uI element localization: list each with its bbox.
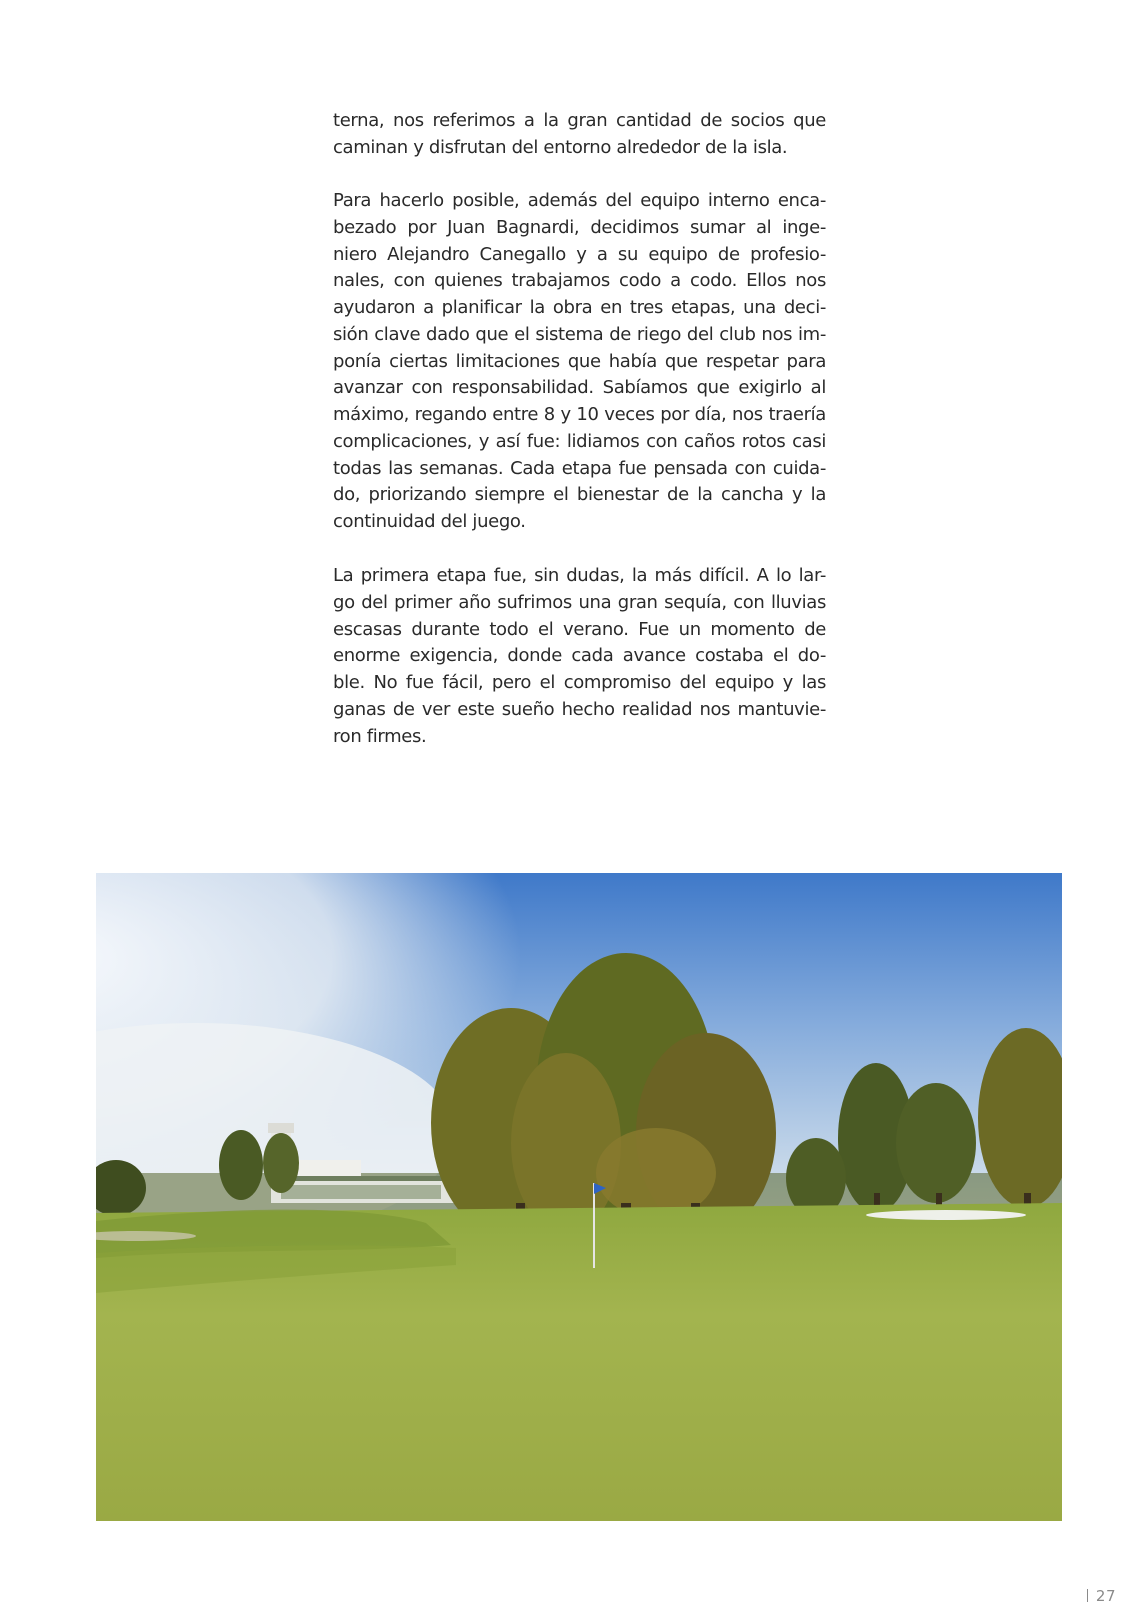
text-line: máximo, regando entre 8 y 10 veces por día, nos traería [333, 404, 826, 425]
paragraph-3 [333, 563, 826, 750]
text-line: enorme exigencia, donde cada avance costaba el do- [333, 645, 826, 667]
text-line: go del primer año sufrimos una gran sequía, con lluvias [333, 591, 826, 613]
golf-course-photo [96, 873, 1062, 1521]
text-line: todas las semanas. Cada etapa fue pensada con cuida- [333, 457, 826, 479]
text-line: nales, con quienes trabajamos codo a codo. Ellos nos [333, 270, 826, 292]
paragraph-1 [333, 108, 826, 162]
text-line: La primera etapa fue, sin dudas, la más difícil. A lo lar- [333, 565, 826, 586]
text-line: continuidad del juego. [333, 511, 526, 532]
text-line: bezado por Juan Bagnardi, decidimos sumar al inge- [333, 216, 826, 238]
text-line: ponía ciertas limitaciones que había que respetar para [333, 350, 826, 372]
text-line: do, priorizando siempre el bienestar de la cancha y la [333, 484, 826, 506]
text-line: Para hacerlo posible, además del equipo interno enca- [333, 190, 826, 211]
text-line: sión clave dado que el sistema de riego del club nos im- [333, 323, 826, 345]
text-line: avanzar con responsabilidad. Sabíamos que exigirlo al [333, 377, 826, 399]
text-line: terna, nos referimos a la gran cantidad de socios que [333, 110, 826, 131]
text-line: ayudaron a planificar la obra en tres etapas, una deci- [333, 297, 826, 318]
paragraph-2 [333, 188, 826, 536]
bunker [866, 1210, 1026, 1220]
text-line: ron firmes. [333, 725, 427, 747]
text-line: niero Alejandro Canegallo y a su equipo de profesio- [333, 243, 826, 265]
text-line: ble. No fue fácil, pero el compromiso del equipo y las [333, 672, 826, 693]
text-line: ganas de ver este sueño hecho realidad nos mantuvie- [333, 698, 826, 720]
text-line: caminan y disfrutan del entorno alrededor de la isla. [333, 136, 788, 158]
text-line: escasas durante todo el verano. Fue un momento de [333, 618, 826, 640]
folio-divider [1087, 1589, 1088, 1602]
page-number-value: 27 [1095, 1587, 1116, 1605]
text-line: complicaciones, y así fue: lidiamos con caños rotos casi [333, 430, 826, 452]
page-number [1087, 1587, 1116, 1605]
